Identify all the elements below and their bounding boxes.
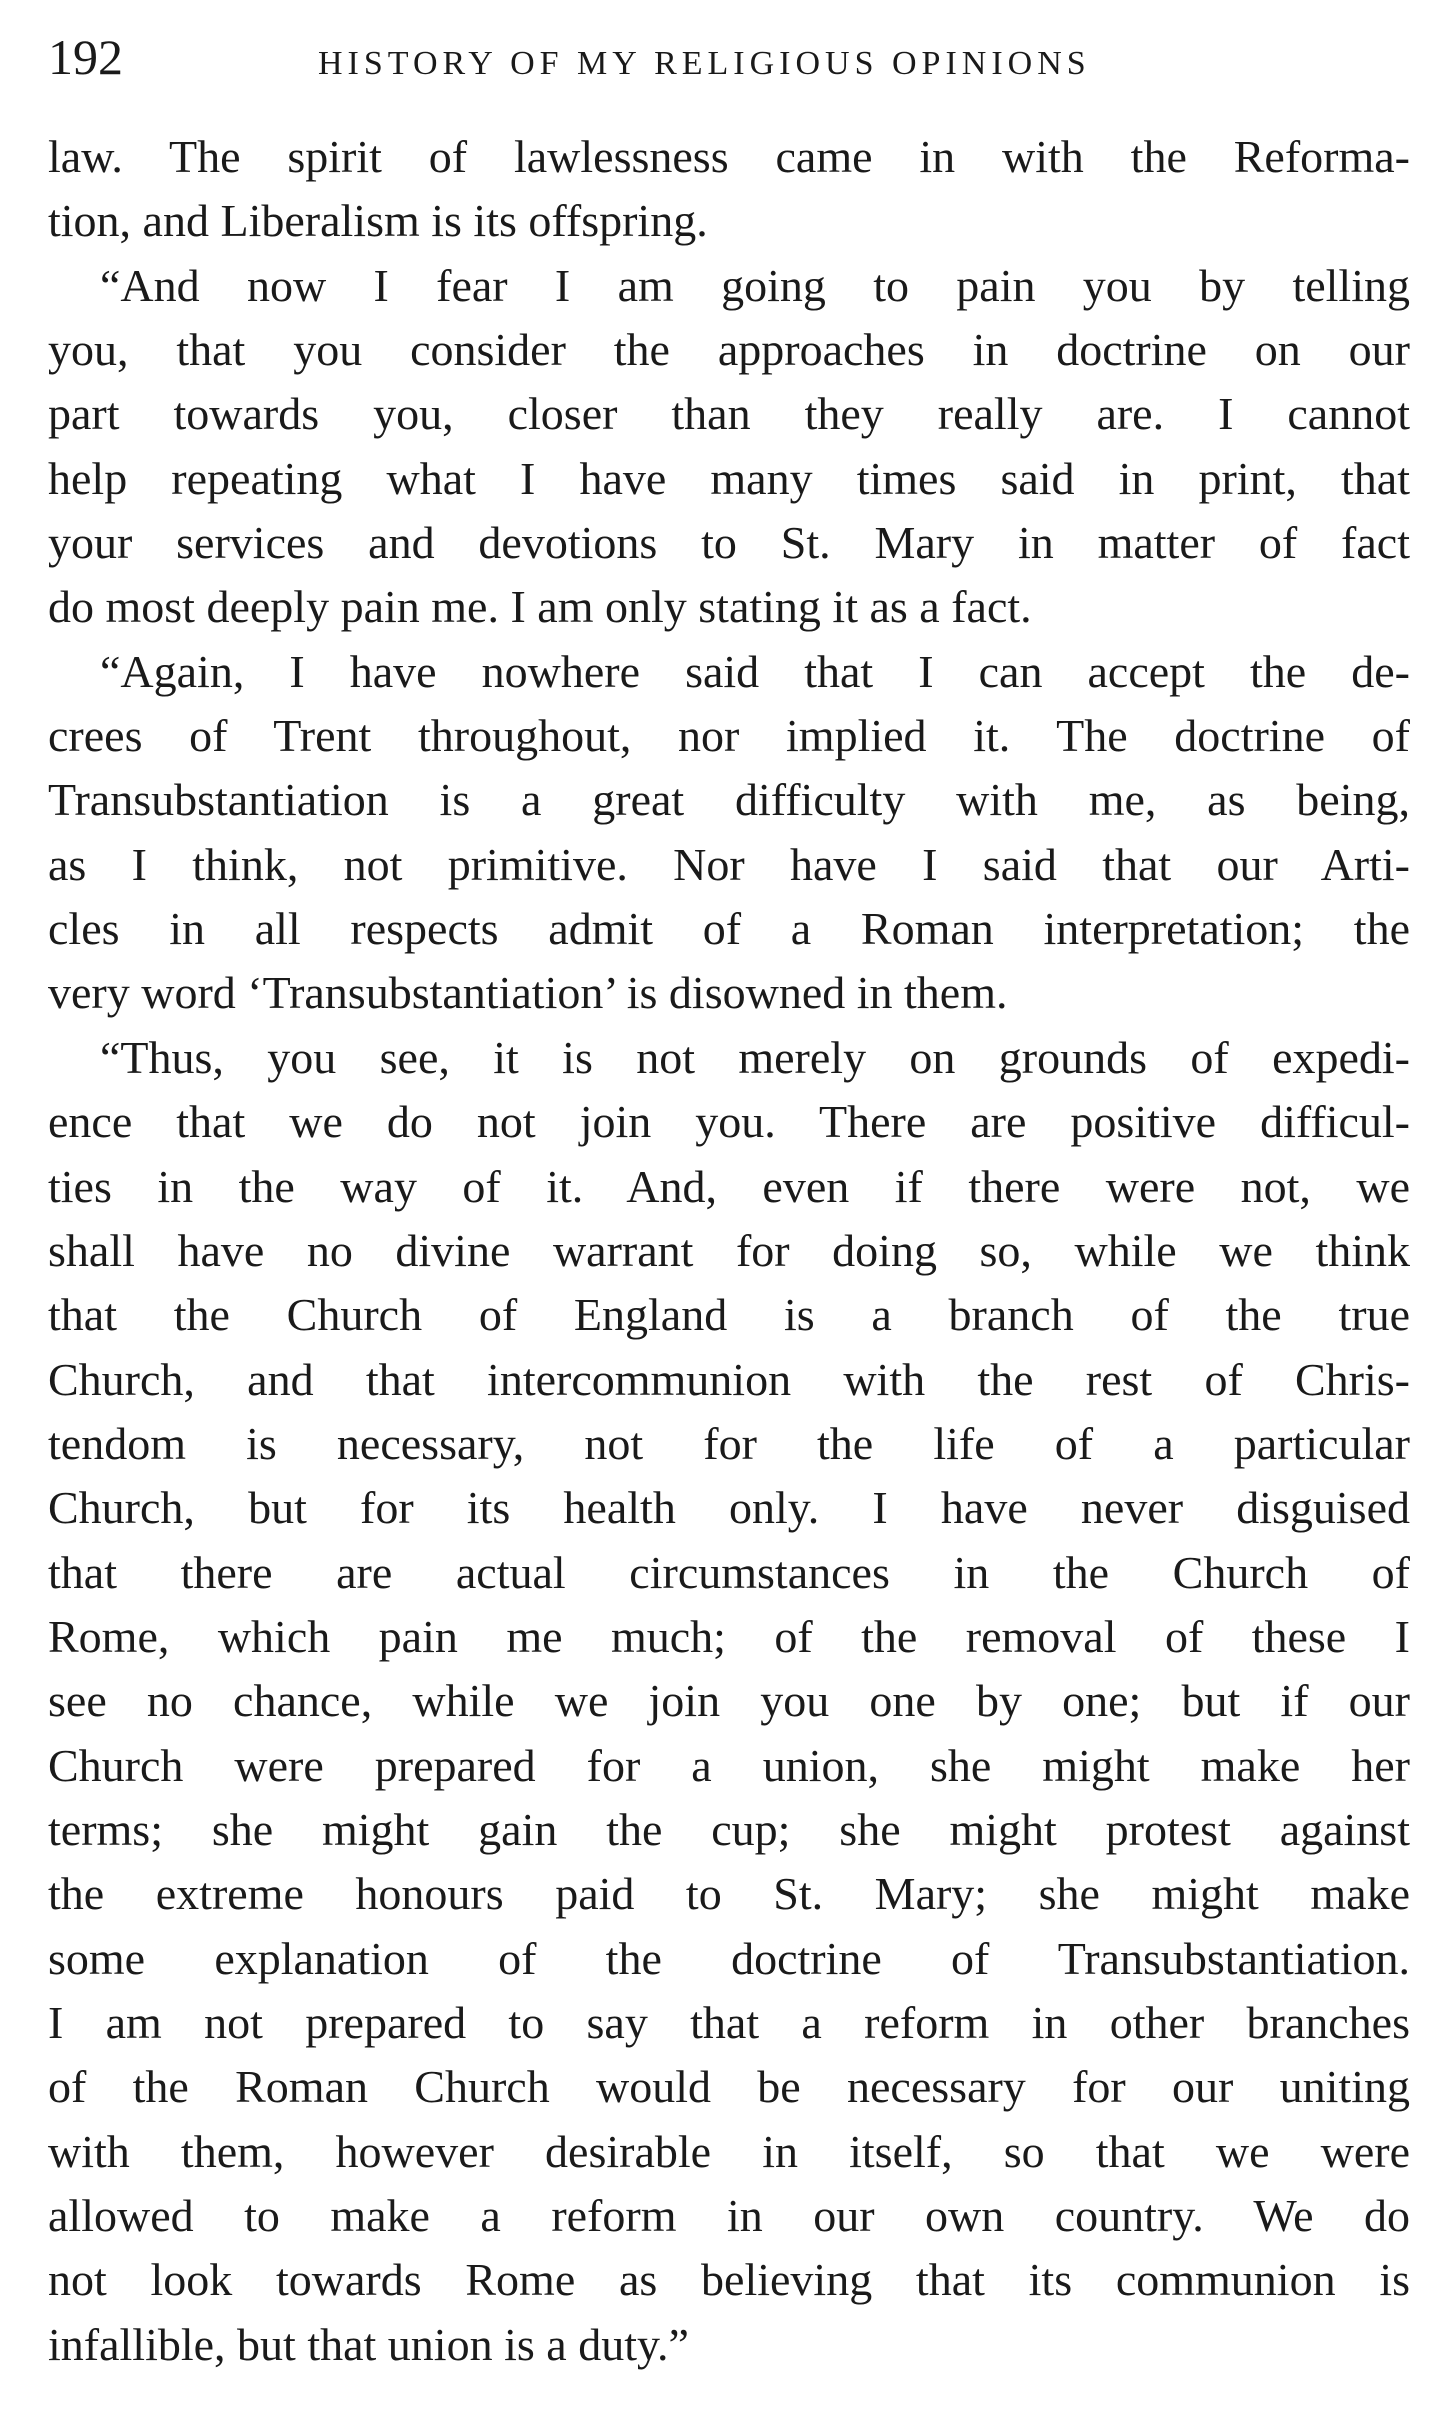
text-line: that the Church of England is a branch of the true (48, 1289, 1410, 1341)
text-line: Church, but for its health only. I have never disguised (48, 1482, 1410, 1534)
text-line: very word ‘Transubstantiation’ is disowned in them. (48, 967, 1008, 1019)
text-line: you, that you consider the approaches in doctrine on our (48, 324, 1410, 376)
body-text (48, 125, 1410, 2377)
text-line: allowed to make a reform in our own country. We do (48, 2190, 1410, 2241)
text-line: “Again, I have nowhere said that I can accept the de- (100, 645, 1410, 697)
text-line: tendom is necessary, not for the life of a particular (48, 1417, 1410, 1469)
text-line: infallible, but that union is a duty.” (48, 2318, 689, 2370)
text-line: the extreme honours paid to St. Mary; she might make (48, 1868, 1410, 1920)
text-line: not look towards Rome as believing that its communion is (48, 2254, 1410, 2306)
text-line: Rome, which pain me much; of the removal of these I (48, 1610, 1410, 1662)
text-line: “Thus, you see, it is not merely on grounds of expedi- (100, 1031, 1410, 1083)
text-line: crees of Trent throughout, nor implied it. The doctrine of (48, 710, 1410, 762)
text-line: see no chance, while we join you one by one; but if our (48, 1675, 1410, 1727)
text-line: of the Roman Church would be necessary for our uniting (48, 2061, 1410, 2113)
page-number: 192 (48, 29, 123, 85)
text-line: part towards you, closer than they really are. I cannot (48, 388, 1410, 440)
text-line: your services and devotions to St. Mary in matter of fact (48, 517, 1410, 569)
text-line: I am not prepared to say that a reform in other branches (48, 1996, 1410, 2048)
text-line: cles in all respects admit of a Roman interpretation; the (48, 903, 1410, 955)
text-line: help repeating what I have many times said in print, that (48, 452, 1410, 504)
text-line: as I think, not primitive. Nor have I said that our Arti- (48, 838, 1410, 890)
running-head (48, 18, 1418, 88)
text-line: with them, however desirable in itself, so that we were (48, 2125, 1410, 2177)
text-line: ence that we do not join you. There are positive difficul- (48, 1096, 1410, 1148)
text-line: Church were prepared for a union, she might make her (48, 1739, 1410, 1791)
text-line: “And now I fear I am going to pain you by telling (100, 259, 1410, 311)
text-line: some explanation of the doctrine of Transubstantiation. (48, 1932, 1410, 1984)
text-line: ties in the way of it. And, even if there were not, we (48, 1160, 1410, 1212)
text-line: terms; she might gain the cup; she might protest against (48, 1803, 1410, 1855)
text-line: do most deeply pain me. I am only stating it as a fact. (48, 581, 1032, 633)
text-line: shall have no divine warrant for doing so, while we think (48, 1224, 1410, 1276)
text-line: Church, and that intercommunion with the rest of Chris- (48, 1353, 1410, 1405)
running-title: HISTORY OF MY RELIGIOUS OPINIONS (318, 45, 1091, 82)
text-line: Transubstantiation is a great difficulty with me, as being, (48, 774, 1410, 826)
text-line: tion, and Liberalism is its offspring. (48, 195, 708, 247)
text-line: law. The spirit of lawlessness came in with the Reforma- (48, 131, 1410, 182)
text-line: that there are actual circumstances in the Church of (48, 1546, 1410, 1598)
